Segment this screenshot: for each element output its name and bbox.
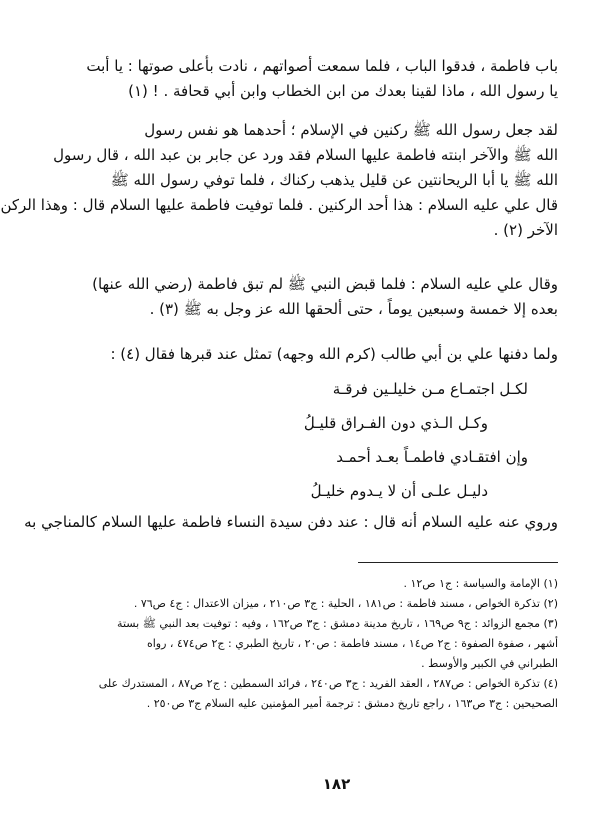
text-line: قال علي عليه السلام : هذا أحد الركنين . فلما توفيت فاطمة عليها السلام قال : وهذا الركن <box>0 196 558 214</box>
text-line: الآخر (٢) . <box>493 221 558 239</box>
text-line: لقد جعل رسول الله ﷺ ركنين في الإسلام ؛ أحدهما هو نفس رسول <box>144 121 558 139</box>
poem <box>168 372 528 508</box>
page-number: ١٨٢ <box>322 775 351 793</box>
text-line: بعده إلا خمسة وسبعين يوماً ، حتى ألحقها الله عز وجل به ﷺ (٣) . <box>149 300 558 318</box>
paragraph-4-intro <box>110 342 558 367</box>
text-line: وقال علي عليه السلام : فلما قبض النبي ﷺ لم تبق فاطمة (رضي الله عنها) <box>92 275 558 293</box>
footnote-line: (٣) مجمع الزوائد : ج٩ ص١٦٩ ، تاريخ مدينة دمشق : ج٣ ص١٦٢ ، وفيه : توفيت بعد النبي ﷺ بستة <box>117 617 558 630</box>
poem-verse: وإن افتقـادي فاطمـاً بعـد أحمـد <box>336 448 528 466</box>
footnotes <box>98 574 558 714</box>
poem-verse: لكـل اجتمـاع مـن خليلـين فرقـة <box>332 380 528 398</box>
poem-verse: وكـل الـذي دون الفـراق قليـلُ <box>303 414 488 432</box>
paragraph-2 <box>0 118 558 243</box>
footnote-line: (١) الإمامة والسياسة : ج١ ص١٢ . <box>403 577 558 590</box>
paragraph-3 <box>92 272 558 322</box>
footnote-line: (٤) تذكرة الخواص : ص٢٨٧ ، العقد الفريد : ج٣ ص٢٤٠ ، فرائد السمطين : ج٢ ص٨٧ ، المستدرك على <box>98 677 558 690</box>
paragraph-5 <box>24 510 558 535</box>
text-line: ولما دفنها علي بن أبي طالب (كرم الله وجهه) تمثل عند قبرها فقال (٤) : <box>110 345 558 363</box>
paragraph-1 <box>86 54 558 104</box>
footnote-line: (٢) تذكرة الخواص ، مسند فاطمة : ص١٨١ ، الحلية : ج٣ ص٢١٠ ، ميزان الاعتدال : ج٤ ص٧٦ . <box>133 597 558 610</box>
text-line: الله ﷺ والآخر ابنته فاطمة عليها السلام فقد ورد عن جابر بن عبد الله ، قال رسول <box>53 146 558 164</box>
text-line: باب فاطمة ، فدقوا الباب ، فلما سمعت أصواتهم ، نادت بأعلى صوتها : يا أبت <box>86 57 558 75</box>
text-line: الله ﷺ يا أبا الريحانتين عن قليل يذهب ركناك ، فلما توفي رسول الله ﷺ <box>110 171 558 189</box>
text-line: وروي عنه عليه السلام أنه قال : عند دفن سيدة النساء فاطمة عليها السلام كالمناجي به <box>24 513 558 531</box>
footnote-line: الطبراني في الكبير والأوسط . <box>421 657 558 670</box>
footnote-divider <box>358 562 558 563</box>
text-line: يا رسول الله ، ماذا لقينا بعدك من ابن الخطاب وابن أبي قحافة . ! (١) <box>128 82 558 100</box>
footnote-line: الصحيحين : ج٣ ص١٦٣ ، راجع تاريخ دمشق : ترجمة أمير المؤمنين عليه السلام ج٣ ص٢٥٠ . <box>146 697 558 710</box>
footnote-line: أشهر ، صفوة الصفوة : ج٢ ص١٤ ، مسند فاطمة : ص٢٠ ، تاريخ الطبري : ج٢ ص٤٧٤ ، رواه <box>146 637 558 650</box>
poem-verse: دليـل علـى أن لا يـدوم خليـلُ <box>310 482 488 500</box>
